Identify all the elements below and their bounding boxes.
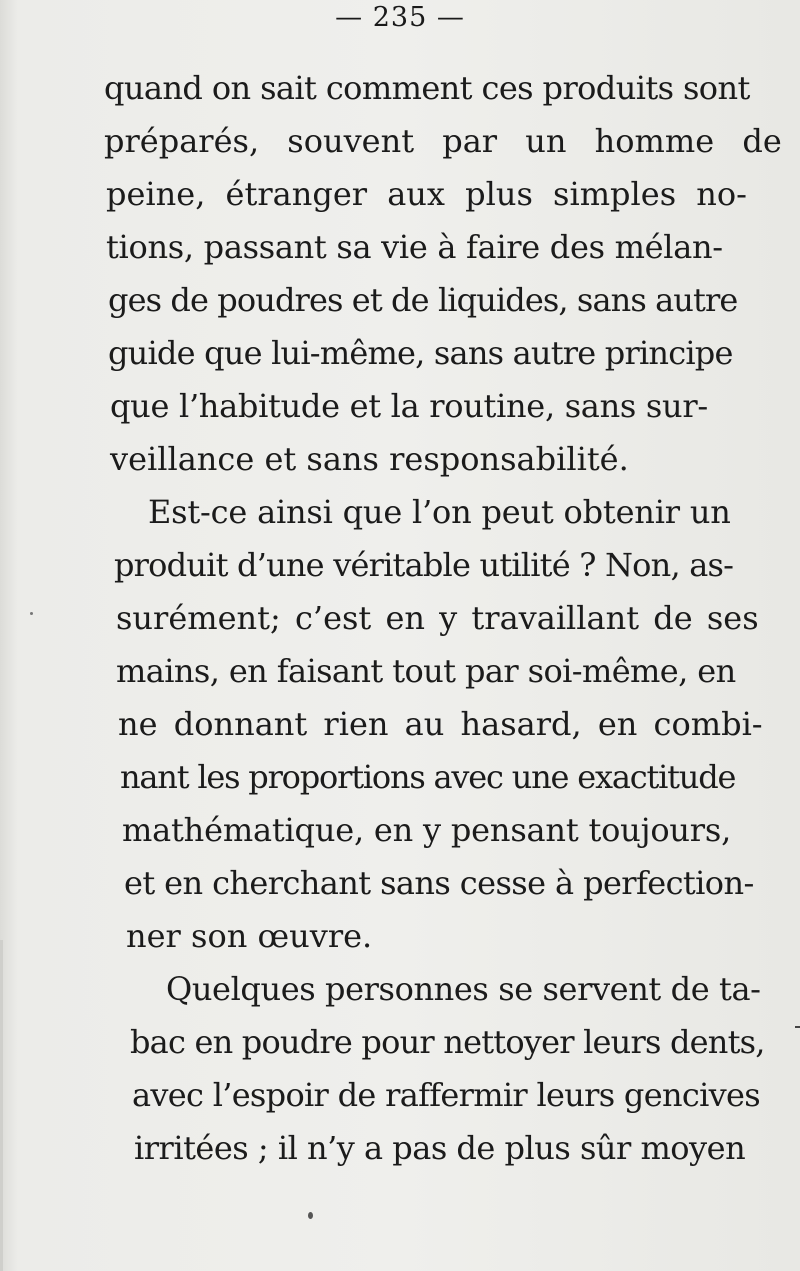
text-line: irritées ; il n’y a pas de plus sûr moyen — [134, 1129, 746, 1167]
text-line: quand on sait comment ces produits sont — [104, 69, 750, 107]
text-line: produit d’une véritable utilité ? Non, as- — [114, 546, 734, 584]
ink-speck — [30, 612, 33, 615]
text-line: Est-ce ainsi que l’on peut obtenir un — [148, 493, 731, 531]
text-line: mathématique, en y pensant toujours, — [122, 811, 732, 849]
text-line: préparés, souvent par un homme de — [104, 122, 782, 160]
text-line: surément; c’est en y travaillant de ses — [116, 599, 759, 637]
text-line: peine, étranger aux plus simples no- — [106, 175, 747, 213]
text-line: Quelques personnes se servent de ta- — [166, 970, 761, 1008]
text-line: guide que lui-même, sans autre principe — [108, 334, 733, 372]
ink-speck — [308, 1212, 313, 1219]
text-line: bac en poudre pour nettoyer leurs dents, — [130, 1023, 765, 1061]
text-line: nant les proportions avec une exactitude — [120, 758, 736, 796]
page-number: — 235 — — [335, 2, 465, 33]
page-edge-shadow — [0, 940, 3, 1271]
text-line: que l’habitude et la routine, sans sur- — [110, 387, 708, 425]
text-line: veillance et sans responsabilité. — [110, 440, 629, 478]
text-line: ges de poudres et de liquides, sans autre — [108, 281, 738, 319]
text-line: mains, en faisant tout par soi-même, en — [116, 652, 736, 690]
text-line: ne donnant rien au hasard, en combi- — [118, 705, 763, 743]
text-line: et en cherchant sans cesse à perfection- — [124, 864, 754, 902]
text-line: tions, passant sa vie à faire des mélan- — [106, 228, 723, 266]
text-line: avec l’espoir de raffermir leurs gencives — [132, 1076, 760, 1114]
text-line: ner son œuvre. — [126, 917, 373, 955]
ink-speck — [795, 1026, 800, 1028]
